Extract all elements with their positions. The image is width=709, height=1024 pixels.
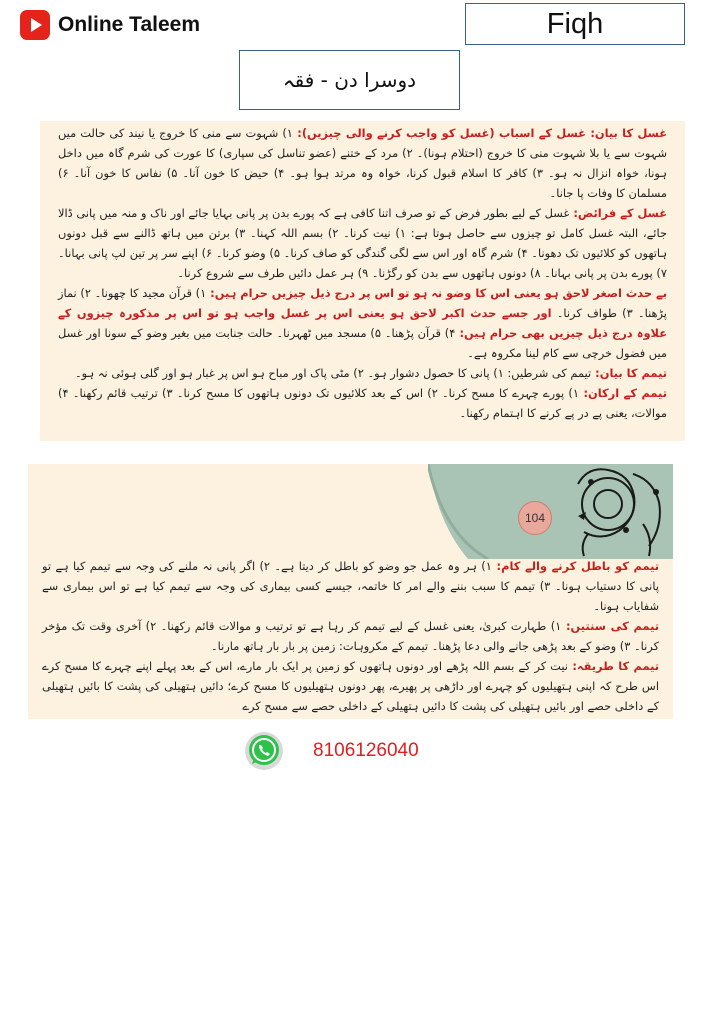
body-text: ۴) قرآن پڑھنا۔ ۵) مسجد میں ٹھہرنا۔ حالت جنابت میں بغیر وضو کے سونا اور غسل میں فضول خرچی سے کام لینا مکروہ ہے۔	[58, 326, 667, 360]
paragraph	[42, 656, 659, 716]
book-page-excerpt-2	[28, 464, 673, 719]
subject-title: Fiqh	[465, 3, 685, 45]
section-heading: غسل کے فرائض:	[569, 206, 667, 220]
paragraph	[58, 383, 667, 423]
page1-text	[58, 123, 667, 423]
section-heading: تیمم کے ارکان:	[578, 386, 667, 400]
book-page-excerpt-1	[40, 121, 685, 441]
brand-name: Online Taleem	[58, 13, 200, 36]
body-text: ۱) شہوت سے منی کا خروج یا نیند کی حالت میں شہوت سے یا بلا شہوت منی کا خروج (احتلام ہونا)۔ ۲) مرد کے ختنے (عضو تناسل کی سپاری) کا عورت کی شرم گاہ میں داخل ہونا، خواہ انزال نہ ہو۔ ۳) کافر کا اسلام قبول کرنا، خواہ وہ مرتد ہوا ہو۔ ۴) حیض کا خون آنا۔ ۵) نفاس کا خون آنا۔ ۶) مسلمان کا وفات پا جانا۔	[58, 126, 667, 200]
body-text: ۱) قرآن مجید کا چھونا۔ ۲) نماز پڑھنا۔ ۳) طواف کرنا۔	[58, 286, 667, 320]
whatsapp-icon[interactable]	[243, 730, 285, 772]
youtube-play-icon	[20, 10, 50, 40]
section-heading: تیمم کی سنتیں:	[561, 619, 659, 633]
page-number-badge: 104	[518, 501, 552, 535]
page2-text	[42, 556, 659, 716]
section-heading: تیمم کو باطل کرنے والے کام:	[491, 559, 660, 573]
body-text: غسل کے لیے بطور فرض کے تو صرف اتنا کافی ہے کہ پورے بدن پر پانی بہایا جائے اور ناک و منہ میں پانی ڈالا جائے، البتہ غسل کامل تو چیزوں سے حاصل ہوتا ہے: ۱) نیت کرنا۔ ۲) بسم اللہ کہنا۔ ۳) برتن میں ہاتھ ڈالنے سے قبل دونوں ہاتھوں کو کلائیوں تک دھونا۔ ۴) شرم گاہ اور اس سے لگی گندگی کو صاف کرنا۔ ۵) وضو کرنا۔ ۶) اپنے سر پر تین لپ پانی بہانا۔ ۷) پورے بدن پر پانی بہانا۔ ۸) دونوں ہاتھوں سے بدن کو رگڑنا۔ ۹) ہر عمل دائیں طرف سے شروع کرنا۔	[58, 206, 668, 280]
body-text: نیت کر کے بسم اللہ پڑھے اور دونوں ہاتھوں کو زمین پر ایک بار مارے، اس کے بعد پہلے اپنے چہرے کا مسح کرے اس طرح کہ اپنی ہتھیلیوں کو چہرے اور داڑھی پر پھیرے، پھر دونوں ہتھیلیوں کا مسح کرے؛ دائیں ہتھیلی کی پشت کا بائیں ہتھیلی کے داخلی حصے اور بائیں ہتھیلی کی پشت کا دائیں ہتھیلی کے داخلی حصے سے مسح کرے	[42, 659, 659, 713]
section-heading: غسل کا بیان: غسل کے اسباب (غسل کو واجب کرنے والی چیزیں):	[292, 126, 667, 140]
contact-row	[243, 730, 419, 772]
section-heading: بے حدث اصغر لاحق ہو یعنی اس کا وضو نہ ہو تو اس پر درج ذیل چیزیں حرام ہیں:	[206, 286, 667, 300]
body-text: ۱) طہارت کبریٰ، یعنی غسل کے لیے تیمم کر رہا ہے تو ترتیب و موالات قائم رکھنا۔ ۲) آخری وقت تک مؤخر کرنا۔ ۳) وضو کے بعد پڑھی جانے والی دعا پڑھنا۔ تیمم کے مکروہات: زمین پر بار بار ہاتھ مارنا۔	[42, 619, 659, 653]
section-heading: تیمم کا بیان:	[591, 366, 667, 380]
body-text: تیمم کی شرطیں: ۱) پانی کا حصول دشوار ہو۔ ۲) مٹی پاک اور مباح ہو اس پر غبار ہو اور گلی ہوئی نہ ہو۔	[75, 366, 592, 380]
body-text: ۱) ہر وہ عمل جو وضو کو باطل کر دیتا ہے۔ ۲) اگر پانی نہ ملنے کی وجہ سے تیمم کیا ہے تو پانی کا دستیاب ہونا۔ ۳) تیمم کا سبب بننے والے امر کا خاتمہ، جیسے کسی بیماری کی وجہ سے تیمم کیا ہے تو اس بیماری سے شفایاب ہونا۔	[42, 559, 659, 613]
paragraph	[58, 363, 667, 383]
phone-number[interactable]: 8106126040	[313, 740, 419, 761]
paragraph	[58, 283, 667, 363]
paragraph	[42, 616, 659, 656]
paragraph	[58, 203, 667, 283]
paragraph	[42, 556, 659, 616]
body-text: ۱) پورے چہرے کا مسح کرنا۔ ۲) اس کے بعد کلائیوں تک دونوں ہاتھوں کا مسح کرنا۔ ۳) ترتیب قائم رکھنا۔ ۴) موالات، یعنی پے در پے کرنے کا اہتمام رکھنا۔	[58, 386, 667, 420]
section-heading: تیمم کا طریقہ:	[567, 659, 660, 673]
brand	[20, 10, 200, 40]
day-title: دوسرا دن - فقہ	[239, 50, 460, 110]
section-heading: اور جسے حدث اکبر لاحق ہو یعنی اس پر غسل واجب ہو تو اس پر مذکورہ چیزوں کے علاوہ درج ذیل چیزیں بھی حرام ہیں:	[58, 306, 667, 340]
paragraph	[58, 123, 667, 203]
